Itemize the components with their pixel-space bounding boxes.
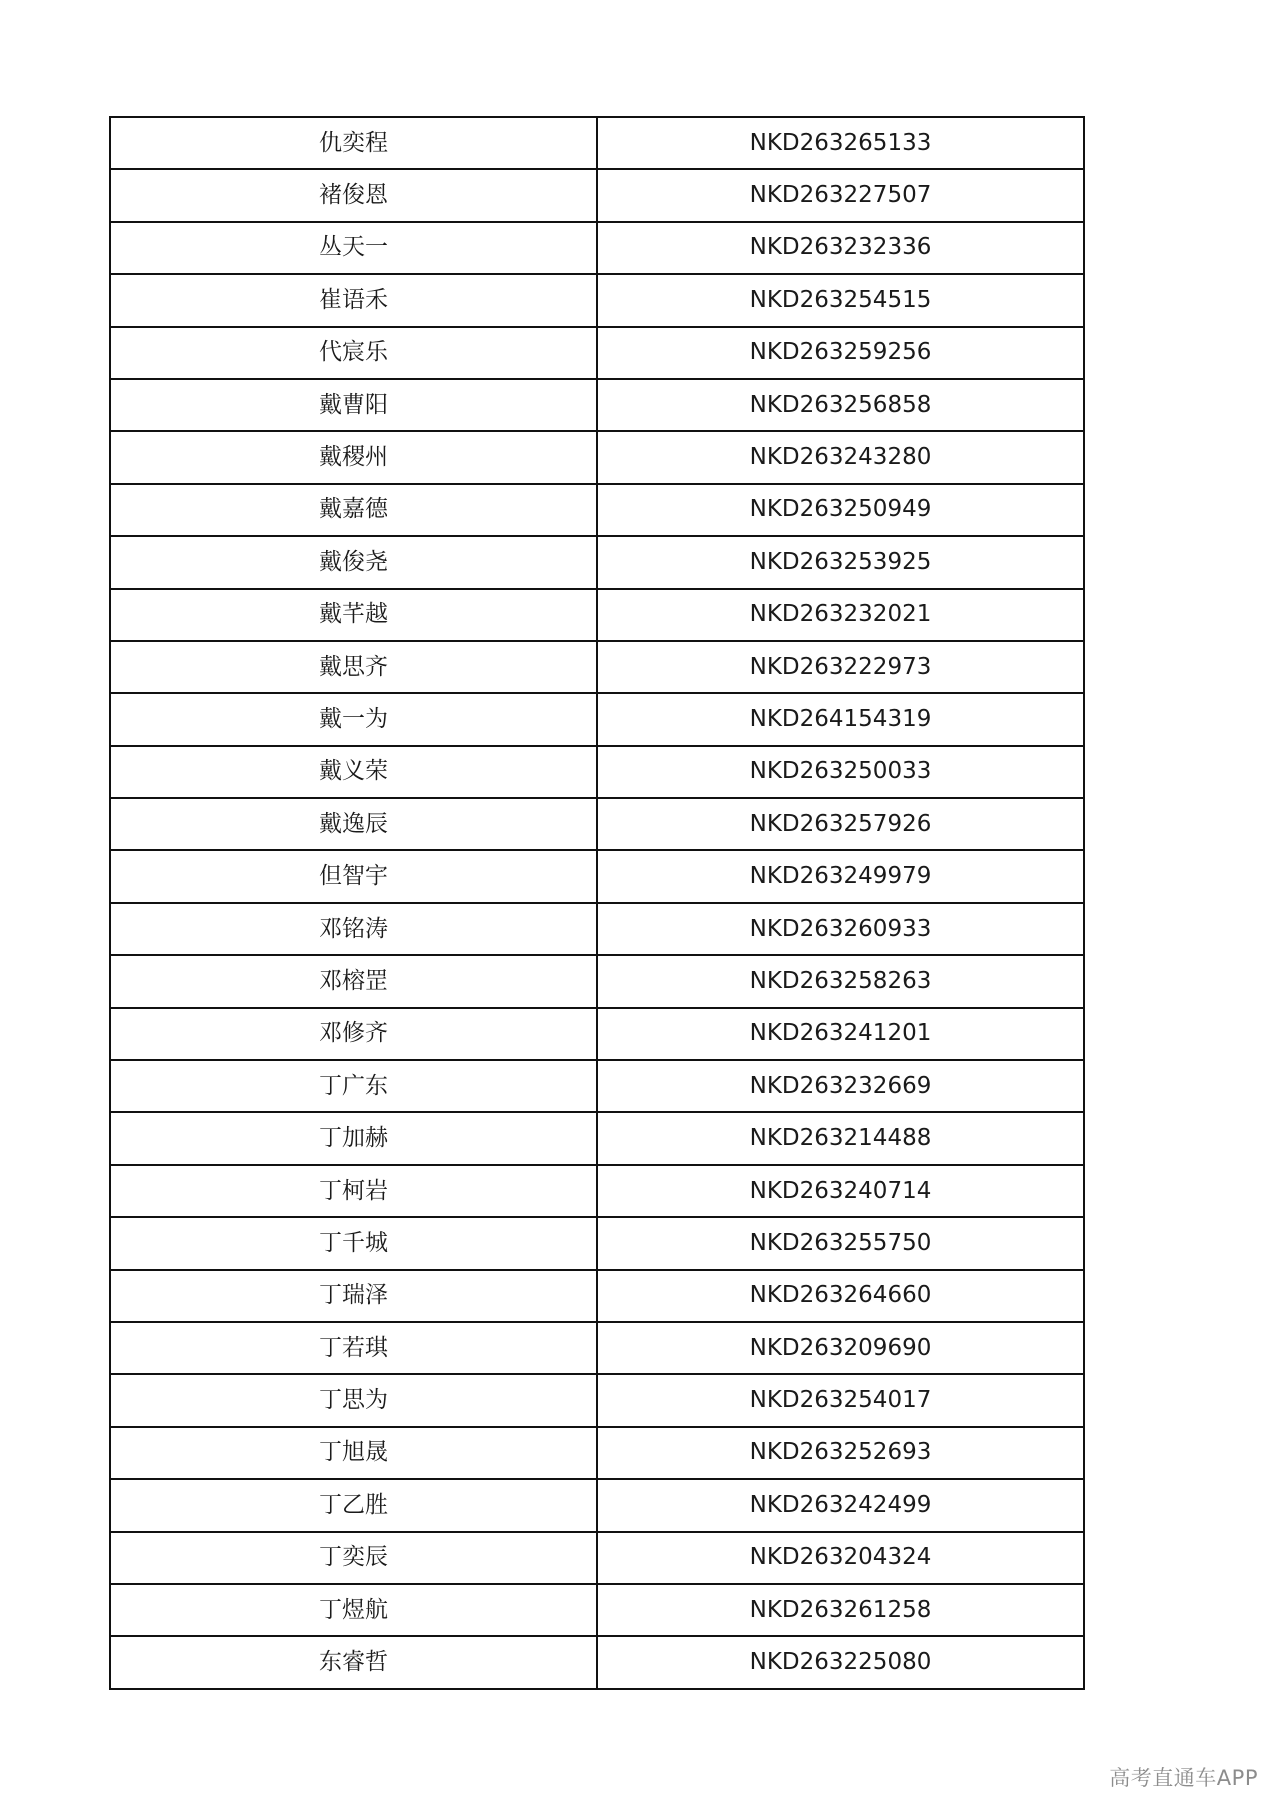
student-name-cell: 丁思为 xyxy=(110,1374,597,1426)
student-name-cell: 丁广东 xyxy=(110,1060,597,1112)
table-row xyxy=(110,903,1084,955)
table-row xyxy=(110,1532,1084,1584)
registration-id-cell: NKD263253925 xyxy=(597,536,1084,588)
table-row xyxy=(110,1270,1084,1322)
table-row xyxy=(110,222,1084,274)
student-name-cell: 丁乙胜 xyxy=(110,1479,597,1531)
registration-id-cell: NKD264154319 xyxy=(597,693,1084,745)
roster-table-body xyxy=(110,117,1084,1689)
table-row xyxy=(110,693,1084,745)
registration-id-cell: NKD263254017 xyxy=(597,1374,1084,1426)
student-name-cell: 丁瑞泽 xyxy=(110,1270,597,1322)
table-row xyxy=(110,1008,1084,1060)
table-row xyxy=(110,431,1084,483)
registration-id-cell: NKD263258263 xyxy=(597,955,1084,1007)
student-name-cell: 丁煜航 xyxy=(110,1584,597,1636)
table-row xyxy=(110,1374,1084,1426)
table-row xyxy=(110,1322,1084,1374)
student-name-cell: 丁千城 xyxy=(110,1217,597,1269)
student-name-cell: 戴义荣 xyxy=(110,746,597,798)
registration-id-cell: NKD263259256 xyxy=(597,327,1084,379)
table-row xyxy=(110,798,1084,850)
registration-id-cell: NKD263241201 xyxy=(597,1008,1084,1060)
registration-id-cell: NKD263243280 xyxy=(597,431,1084,483)
table-row xyxy=(110,117,1084,169)
roster-table xyxy=(109,116,1085,1690)
table-row xyxy=(110,274,1084,326)
student-name-cell: 褚俊恩 xyxy=(110,169,597,221)
student-name-cell: 邓榕罡 xyxy=(110,955,597,1007)
student-name-cell: 丁柯岩 xyxy=(110,1165,597,1217)
registration-id-cell: NKD263232336 xyxy=(597,222,1084,274)
registration-id-cell: NKD263225080 xyxy=(597,1636,1084,1688)
student-name-cell: 戴嘉德 xyxy=(110,484,597,536)
table-row xyxy=(110,379,1084,431)
registration-id-cell: NKD263250033 xyxy=(597,746,1084,798)
table-row xyxy=(110,641,1084,693)
registration-id-cell: NKD263260933 xyxy=(597,903,1084,955)
registration-id-cell: NKD263214488 xyxy=(597,1112,1084,1164)
student-name-cell: 戴思齐 xyxy=(110,641,597,693)
registration-id-cell: NKD263250949 xyxy=(597,484,1084,536)
table-row xyxy=(110,1112,1084,1164)
watermark: 高考直通车APP xyxy=(1109,1766,1258,1790)
student-name-cell: 戴芊越 xyxy=(110,589,597,641)
student-name-cell: 戴稷州 xyxy=(110,431,597,483)
registration-id-cell: NKD263240714 xyxy=(597,1165,1084,1217)
table-row xyxy=(110,484,1084,536)
student-name-cell: 仇奕程 xyxy=(110,117,597,169)
student-name-cell: 邓铭涛 xyxy=(110,903,597,955)
table-row xyxy=(110,1060,1084,1112)
table-row xyxy=(110,1427,1084,1479)
student-name-cell: 但智宇 xyxy=(110,850,597,902)
table-row xyxy=(110,1165,1084,1217)
table-row xyxy=(110,955,1084,1007)
registration-id-cell: NKD263254515 xyxy=(597,274,1084,326)
table-row xyxy=(110,327,1084,379)
table-row xyxy=(110,536,1084,588)
registration-id-cell: NKD263209690 xyxy=(597,1322,1084,1374)
registration-id-cell: NKD263249979 xyxy=(597,850,1084,902)
registration-id-cell: NKD263257926 xyxy=(597,798,1084,850)
registration-id-cell: NKD263232021 xyxy=(597,589,1084,641)
student-name-cell: 丁旭晟 xyxy=(110,1427,597,1479)
table-row xyxy=(110,1636,1084,1688)
registration-id-cell: NKD263227507 xyxy=(597,169,1084,221)
student-name-cell: 戴俊尧 xyxy=(110,536,597,588)
student-name-cell: 丁加赫 xyxy=(110,1112,597,1164)
student-name-cell: 邓修齐 xyxy=(110,1008,597,1060)
registration-id-cell: NKD263265133 xyxy=(597,117,1084,169)
student-name-cell: 崔语禾 xyxy=(110,274,597,326)
registration-id-cell: NKD263232669 xyxy=(597,1060,1084,1112)
registration-id-cell: NKD263261258 xyxy=(597,1584,1084,1636)
registration-id-cell: NKD263204324 xyxy=(597,1532,1084,1584)
table-row xyxy=(110,850,1084,902)
student-name-cell: 丁奕辰 xyxy=(110,1532,597,1584)
table-row xyxy=(110,1584,1084,1636)
registration-id-cell: NKD263252693 xyxy=(597,1427,1084,1479)
registration-id-cell: NKD263256858 xyxy=(597,379,1084,431)
student-name-cell: 代宸乐 xyxy=(110,327,597,379)
registration-id-cell: NKD263255750 xyxy=(597,1217,1084,1269)
student-name-cell: 戴逸辰 xyxy=(110,798,597,850)
registration-id-cell: NKD263222973 xyxy=(597,641,1084,693)
registration-id-cell: NKD263242499 xyxy=(597,1479,1084,1531)
student-name-cell: 东睿哲 xyxy=(110,1636,597,1688)
student-name-cell: 戴曹阳 xyxy=(110,379,597,431)
table-row xyxy=(110,589,1084,641)
student-name-cell: 丁若琪 xyxy=(110,1322,597,1374)
table-row xyxy=(110,1217,1084,1269)
table-row xyxy=(110,169,1084,221)
table-row xyxy=(110,1479,1084,1531)
student-name-cell: 丛天一 xyxy=(110,222,597,274)
registration-id-cell: NKD263264660 xyxy=(597,1270,1084,1322)
table-row xyxy=(110,746,1084,798)
student-name-cell: 戴一为 xyxy=(110,693,597,745)
